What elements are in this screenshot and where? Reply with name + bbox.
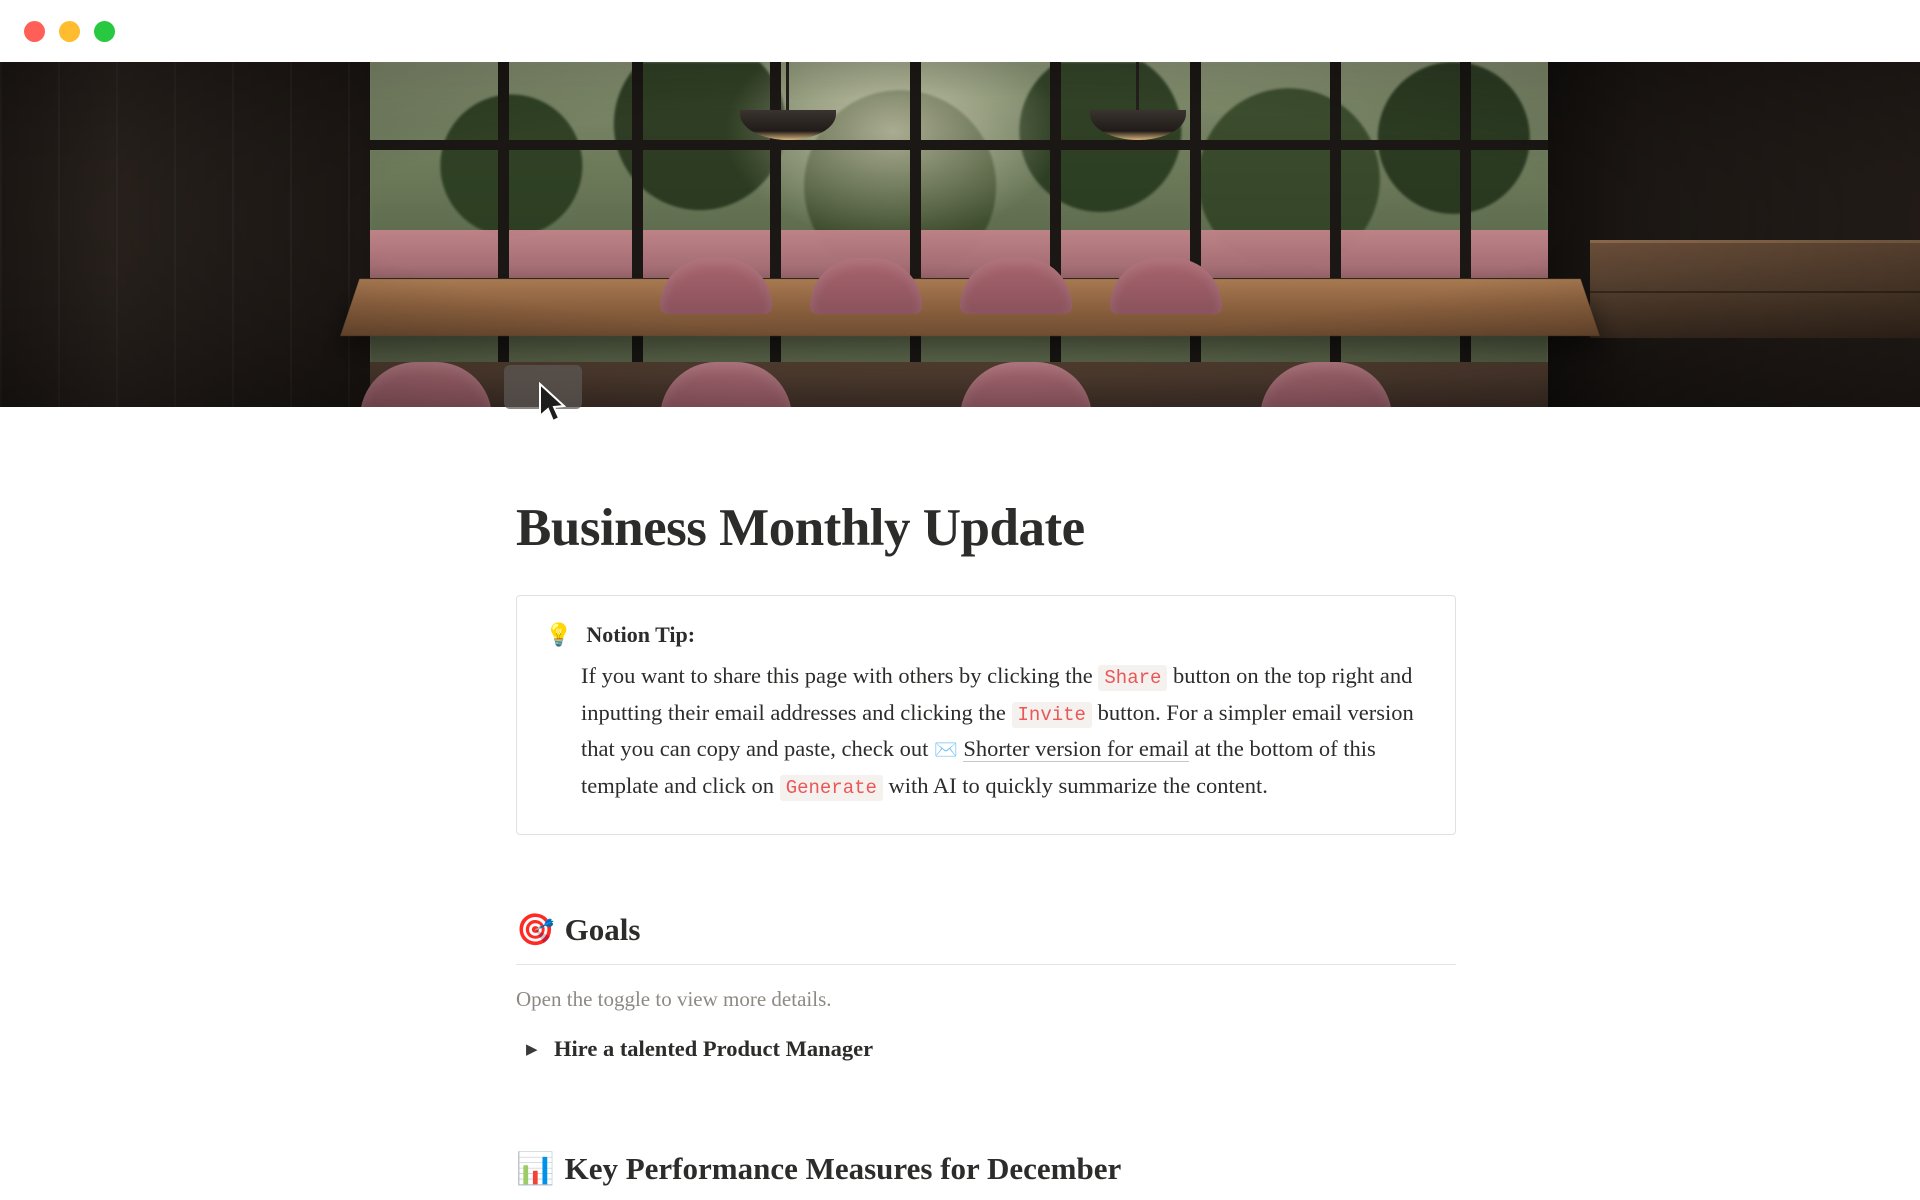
cover-mullion xyxy=(632,62,643,407)
notion-tip-callout xyxy=(516,595,1456,835)
section-heading-goals xyxy=(516,911,1456,948)
cover-mullion xyxy=(1460,62,1471,407)
toggle-label: Hire a talented Product Manager xyxy=(554,1036,874,1062)
cover-mullion xyxy=(498,62,509,407)
cover-mullion xyxy=(370,140,1548,150)
window-titlebar xyxy=(0,0,1920,62)
callout-text-4: at the bottom of this template and click on xyxy=(581,736,1376,798)
target-icon: 🎯 xyxy=(516,912,555,948)
cover-credenza xyxy=(1590,240,1920,338)
code-invite: Invite xyxy=(1012,702,1092,728)
cover-mullion xyxy=(1190,62,1201,407)
cover-mullion xyxy=(1330,62,1341,407)
cover-mullion xyxy=(910,62,921,407)
toggle-hire-product-manager[interactable] xyxy=(516,1036,1456,1062)
maximize-window-button[interactable] xyxy=(94,21,115,42)
page-title: Business Monthly Update xyxy=(516,499,1085,557)
envelope-icon: ✉️ xyxy=(934,740,958,762)
page-icon-placeholder[interactable] xyxy=(504,365,582,409)
callout-text-3: button. For a simpler email version that you can copy and paste, check out xyxy=(581,699,1414,762)
section-title-kpi: Key Performance Measures for December xyxy=(564,1150,1122,1186)
close-window-button[interactable] xyxy=(24,21,45,42)
callout-text-2: button on the top right and inputting their email addresses and clicking the xyxy=(581,663,1413,725)
callout-text-1: If you want to share this page with others by clicking the xyxy=(581,663,1093,689)
traffic-light-buttons xyxy=(24,21,115,42)
cover-artwork xyxy=(0,62,1920,407)
code-share: Share xyxy=(1098,665,1167,691)
chevron-right-icon[interactable]: ▶ xyxy=(526,1041,538,1059)
bar-chart-icon: 📊 xyxy=(516,1151,555,1187)
section-heading-kpi xyxy=(516,1150,1456,1187)
goals-note: Open the toggle to view more details. xyxy=(516,987,832,1012)
lightbulb-icon: 💡 xyxy=(545,622,573,648)
minimize-window-button[interactable] xyxy=(59,21,80,42)
cover-right-wall xyxy=(1548,62,1920,407)
cover-left-wall xyxy=(0,62,370,407)
cover-window-wall xyxy=(370,62,1548,407)
callout-text-5: with AI to quickly summarize the content. xyxy=(888,772,1268,798)
section-title-goals: Goals xyxy=(564,911,641,947)
page-content xyxy=(0,407,1920,1187)
shorter-version-link[interactable]: Shorter version for email xyxy=(963,736,1189,762)
cover-mullion xyxy=(1050,62,1061,407)
callout-header xyxy=(545,622,1427,648)
page-cover-image[interactable] xyxy=(0,62,1920,407)
section-divider xyxy=(516,964,1456,965)
callout-body xyxy=(545,658,1427,804)
callout-title: Notion Tip: xyxy=(586,622,696,648)
code-generate: Generate xyxy=(780,775,883,801)
